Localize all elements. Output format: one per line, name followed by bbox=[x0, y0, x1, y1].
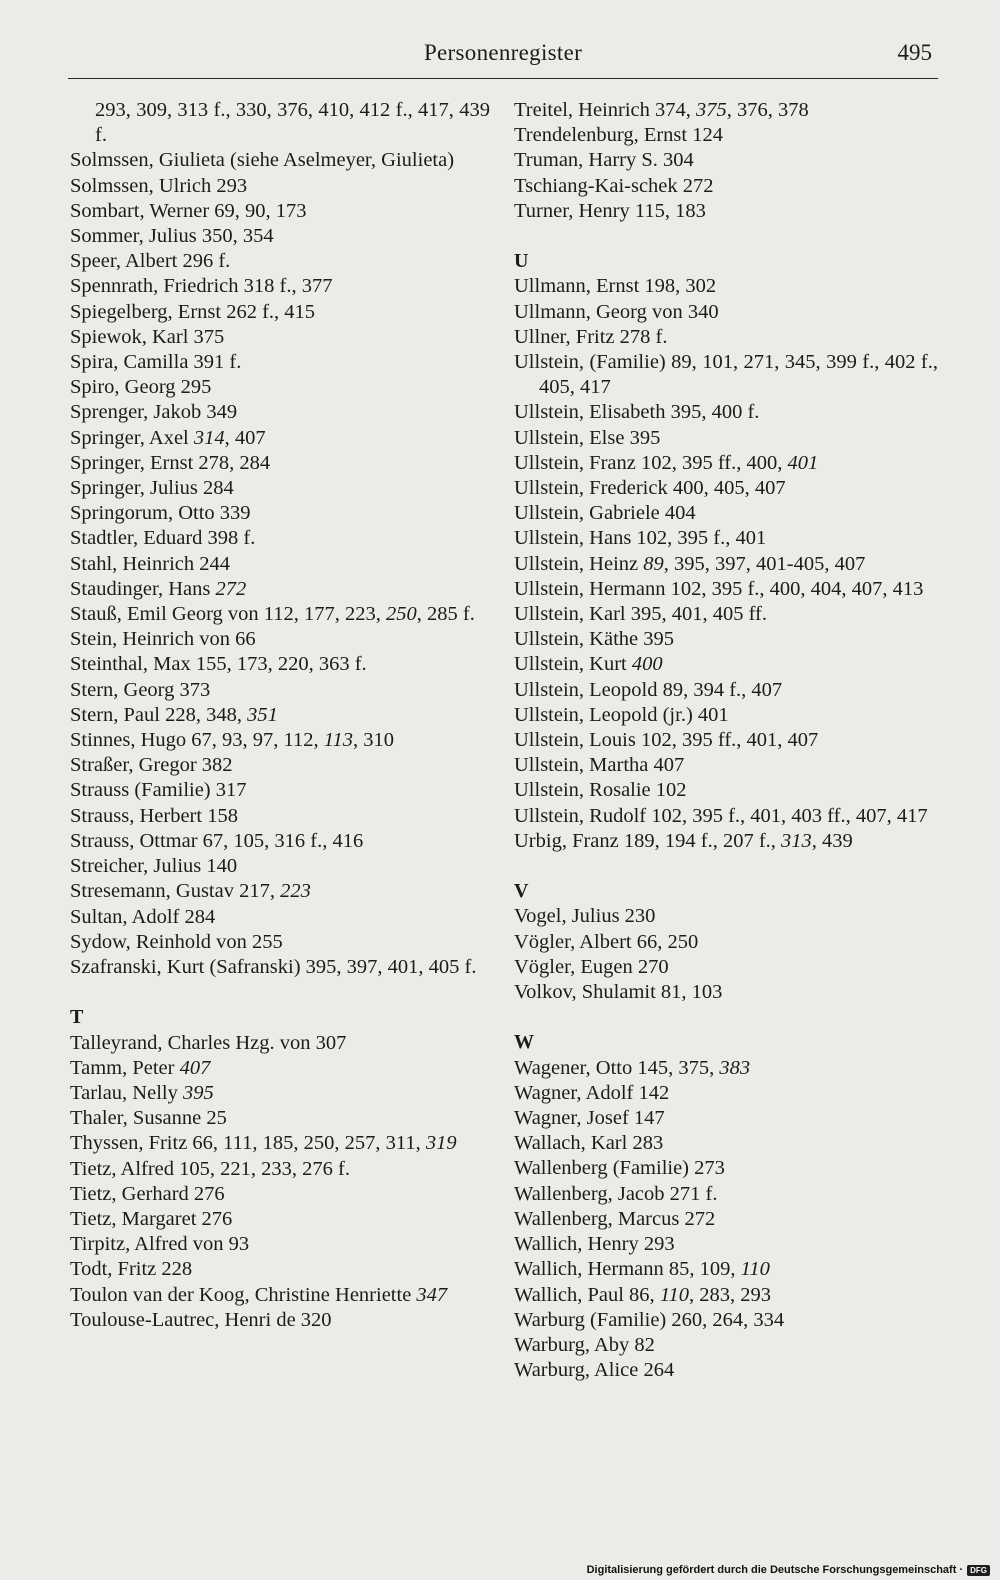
entry-text: Solmssen, Giulieta (siehe Aselmeyer, Giulieta) bbox=[70, 149, 455, 172]
italic-page-ref: 401 bbox=[787, 451, 819, 474]
index-entry bbox=[70, 728, 490, 753]
section-gap bbox=[514, 224, 938, 249]
entry-text: Straßer, Gregor 382 bbox=[70, 754, 233, 777]
index-entry bbox=[514, 526, 938, 551]
entry-text: Toulouse-Lautrec, Henri de 320 bbox=[70, 1308, 332, 1331]
section-letter bbox=[514, 249, 938, 274]
entry-text: Staudinger, Hans bbox=[70, 577, 216, 600]
running-title: Personenregister bbox=[423, 40, 583, 65]
italic-page-ref: 313 bbox=[781, 829, 812, 852]
italic-page-ref: 89 bbox=[643, 552, 664, 575]
entry-text: Ullstein, Elisabeth 395, 400 f. bbox=[514, 401, 760, 424]
index-entry bbox=[70, 627, 490, 652]
entry-text: Spiro, Georg 295 bbox=[70, 376, 212, 399]
entry-text: Strauss (Familie) 317 bbox=[70, 779, 247, 802]
index-entry bbox=[514, 955, 938, 980]
index-entry bbox=[70, 602, 490, 627]
index-entry bbox=[514, 678, 938, 703]
index-entry bbox=[70, 148, 490, 173]
entry-text: V bbox=[514, 880, 529, 903]
entry-text: Ullstein, Karl 395, 401, 405 ff. bbox=[514, 603, 767, 626]
entry-text: Tirpitz, Alfred von 93 bbox=[70, 1233, 250, 1256]
index-entry bbox=[70, 1182, 490, 1207]
entry-text: Stauß, Emil Georg von 112, 177, 223, bbox=[70, 603, 387, 626]
index-entry bbox=[70, 224, 490, 249]
italic-page-ref: 272 bbox=[215, 577, 247, 600]
entry-text: , 376, 378 bbox=[726, 99, 809, 121]
index-entry bbox=[514, 753, 938, 778]
entry-text: Vögler, Albert 66, 250 bbox=[514, 930, 699, 953]
entry-text: , 285 f. bbox=[416, 603, 475, 626]
italic-page-ref: 113 bbox=[323, 729, 354, 752]
index-entry bbox=[70, 703, 490, 728]
entry-text: Warburg, Alice 264 bbox=[514, 1359, 675, 1382]
index-entry bbox=[70, 350, 490, 375]
entry-text: T bbox=[70, 1006, 84, 1029]
section-letter bbox=[514, 1030, 938, 1055]
index-entry bbox=[70, 1081, 490, 1106]
entry-text: Ullmann, Georg von 340 bbox=[514, 300, 719, 323]
entry-text: Todt, Fritz 228 bbox=[70, 1258, 193, 1281]
running-header bbox=[68, 38, 938, 79]
index-entry bbox=[70, 753, 490, 778]
index-entry bbox=[514, 476, 938, 501]
entry-text: Spiegelberg, Ernst 262 f., 415 bbox=[70, 300, 316, 323]
entry-text: Stahl, Heinrich 244 bbox=[70, 552, 230, 575]
index-entry bbox=[70, 1283, 490, 1308]
index-entry bbox=[514, 930, 938, 955]
index-entry bbox=[514, 778, 938, 803]
entry-text: Strauss, Ottmar 67, 105, 316 f., 416 bbox=[70, 829, 364, 852]
entry-text: Warburg, Aby 82 bbox=[514, 1333, 655, 1356]
italic-page-ref: 395 bbox=[182, 1081, 214, 1104]
entry-text: Sombart, Werner 69, 90, 173 bbox=[70, 199, 307, 222]
index-entry bbox=[514, 123, 938, 148]
italic-page-ref: 319 bbox=[425, 1132, 457, 1155]
entry-text: Ullner, Fritz 278 f. bbox=[514, 325, 668, 348]
index-entry bbox=[514, 426, 938, 451]
index-entry bbox=[514, 1081, 938, 1106]
entry-text: Ullstein, Rudolf 102, 395 f., 401, 403 ff., 407, 417 bbox=[514, 804, 928, 827]
entry-text: Truman, Harry S. 304 bbox=[514, 149, 694, 172]
entry-text: Tietz, Alfred 105, 221, 233, 276 f. bbox=[70, 1157, 350, 1180]
entry-text: , 439 bbox=[811, 829, 853, 852]
entry-text: Treitel, Heinrich 374, bbox=[514, 99, 697, 121]
entry-text: Warburg (Familie) 260, 264, 334 bbox=[514, 1308, 785, 1331]
entry-text: Wagner, Adolf 142 bbox=[514, 1081, 670, 1104]
entry-text: Streicher, Julius 140 bbox=[70, 855, 238, 878]
index-entry bbox=[70, 526, 490, 551]
index-entry bbox=[70, 300, 490, 325]
italic-page-ref: 110 bbox=[740, 1258, 770, 1281]
italic-page-ref: 250 bbox=[386, 603, 417, 626]
index-entry bbox=[70, 400, 490, 425]
index-entry bbox=[70, 678, 490, 703]
entry-text: Trendelenburg, Ernst 124 bbox=[514, 124, 723, 147]
entry-text: Spira, Camilla 391 f. bbox=[70, 351, 242, 374]
index-entry bbox=[514, 451, 938, 476]
entry-text: Turner, Henry 115, 183 bbox=[514, 199, 706, 222]
entry-text: , 395, 397, 401-405, 407 bbox=[663, 552, 866, 575]
index-entry bbox=[514, 350, 938, 400]
index-entry bbox=[514, 1232, 938, 1257]
italic-page-ref: 375 bbox=[696, 99, 727, 121]
entry-text: Spiewok, Karl 375 bbox=[70, 325, 225, 348]
index-entry bbox=[70, 1131, 490, 1156]
entry-text: Ullstein, Heinz bbox=[514, 552, 644, 575]
index-entry bbox=[70, 274, 490, 299]
index-entry bbox=[70, 199, 490, 224]
italic-page-ref: 407 bbox=[179, 1056, 211, 1079]
index-entry bbox=[514, 1358, 938, 1383]
entry-text: Ullstein, Franz 102, 395 ff., 400, bbox=[514, 451, 788, 474]
entry-text: Ullstein, Kurt bbox=[514, 653, 632, 676]
entry-text: Wallach, Karl 283 bbox=[514, 1132, 664, 1155]
index-entry bbox=[514, 174, 938, 199]
page-number: 495 bbox=[897, 40, 932, 65]
entry-text: , 407 bbox=[224, 426, 266, 449]
index-entry bbox=[514, 652, 938, 677]
index-entry bbox=[514, 98, 938, 123]
index-entry bbox=[70, 1157, 490, 1182]
entry-text: Ullmann, Ernst 198, 302 bbox=[514, 275, 717, 298]
section-letter bbox=[70, 1005, 490, 1030]
entry-text: Vogel, Julius 230 bbox=[514, 905, 656, 928]
entry-text: Tamm, Peter bbox=[70, 1056, 180, 1079]
entry-text: Wallich, Hermann 85, 109, bbox=[514, 1258, 741, 1281]
section-gap bbox=[70, 980, 490, 1005]
footer-credit bbox=[587, 1564, 990, 1576]
entry-text: Steinthal, Max 155, 173, 220, 363 f. bbox=[70, 653, 367, 676]
index-entry bbox=[70, 1257, 490, 1282]
section-letter bbox=[514, 879, 938, 904]
italic-page-ref: 383 bbox=[719, 1056, 751, 1079]
index-entry bbox=[70, 476, 490, 501]
entry-text: Speer, Albert 296 f. bbox=[70, 250, 231, 273]
entry-text: Ullstein, Gabriele 404 bbox=[514, 502, 696, 525]
entry-text: Wallenberg, Marcus 272 bbox=[514, 1207, 716, 1230]
index-entry bbox=[70, 426, 490, 451]
index-entry bbox=[514, 1156, 938, 1181]
entry-text: Urbig, Franz 189, 194 f., 207 f., bbox=[514, 829, 782, 852]
entry-text: Ullstein, Rosalie 102 bbox=[514, 779, 687, 802]
index-entry bbox=[70, 174, 490, 199]
entry-text: Ullstein, Käthe 395 bbox=[514, 628, 674, 651]
index-entry bbox=[70, 1232, 490, 1257]
index-entry bbox=[514, 1283, 938, 1308]
entry-text: Ullstein, Leopold 89, 394 f., 407 bbox=[514, 678, 783, 701]
section-gap bbox=[514, 854, 938, 879]
index-entry bbox=[514, 274, 938, 299]
entry-text: Stresemann, Gustav 217, bbox=[70, 880, 281, 903]
index-entry bbox=[70, 552, 490, 577]
index-entry bbox=[70, 1308, 490, 1333]
entry-text: Solmssen, Ulrich 293 bbox=[70, 174, 248, 197]
entry-text: Szafranski, Kurt (Safranski) 395, 397, 401, 405 f. bbox=[70, 955, 477, 978]
entry-text: Tarlau, Nelly bbox=[70, 1081, 183, 1104]
entry-text: Stinnes, Hugo 67, 93, 97, 112, bbox=[70, 729, 324, 752]
entry-text: Volkov, Shulamit 81, 103 bbox=[514, 981, 723, 1004]
index-entry bbox=[514, 1106, 938, 1131]
index-entry bbox=[514, 1131, 938, 1156]
index-entry bbox=[514, 400, 938, 425]
entry-text: Ullstein, Else 395 bbox=[514, 426, 661, 449]
italic-page-ref: 223 bbox=[280, 880, 311, 903]
index-entry bbox=[514, 904, 938, 929]
index-entry bbox=[514, 300, 938, 325]
entry-text: Tschiang-Kai-schek 272 bbox=[514, 174, 714, 197]
entry-text: Stern, Georg 373 bbox=[70, 678, 211, 701]
index-column-right bbox=[514, 98, 938, 1383]
entry-text: Wallich, Henry 293 bbox=[514, 1233, 675, 1256]
entry-text: Sprenger, Jakob 349 bbox=[70, 401, 238, 424]
entry-text: Toulon van der Koog, Christine Henriette bbox=[70, 1283, 417, 1306]
index-entry bbox=[70, 930, 490, 955]
entry-text: Ullstein, Hermann 102, 395 f., 400, 404, 407, 413 bbox=[514, 577, 924, 600]
entry-text: Spennrath, Friedrich 318 f., 377 bbox=[70, 275, 333, 298]
index-entry bbox=[70, 325, 490, 350]
index-entry bbox=[514, 1056, 938, 1081]
entry-text: Ullstein, (Familie) 89, 101, 271, 345, 399 f., 402 f., 405, 417 bbox=[514, 351, 938, 399]
entry-text: Springorum, Otto 339 bbox=[70, 502, 251, 525]
index-entry bbox=[70, 1031, 490, 1056]
index-entry bbox=[514, 552, 938, 577]
entry-text: Stadtler, Eduard 398 f. bbox=[70, 527, 256, 550]
entry-text: Ullstein, Martha 407 bbox=[514, 754, 685, 777]
entry-text: Wallich, Paul 86, bbox=[514, 1283, 660, 1306]
entry-text: , 283, 293 bbox=[689, 1283, 772, 1306]
entry-text: Wallenberg, Jacob 271 f. bbox=[514, 1182, 718, 1205]
index-entry bbox=[70, 1207, 490, 1232]
italic-page-ref: 400 bbox=[631, 653, 663, 676]
italic-page-ref: 351 bbox=[247, 703, 278, 726]
index-entry bbox=[70, 778, 490, 803]
entry-text: Stern, Paul 228, 348, bbox=[70, 703, 248, 726]
index-entry bbox=[70, 829, 490, 854]
entry-text: Ullstein, Louis 102, 395 ff., 401, 407 bbox=[514, 729, 819, 752]
index-entry bbox=[70, 501, 490, 526]
section-gap bbox=[514, 1005, 938, 1030]
index-entry-continuation bbox=[70, 98, 490, 148]
entry-text: Wallenberg (Familie) 273 bbox=[514, 1157, 725, 1180]
index-entry bbox=[70, 249, 490, 274]
index-entry bbox=[70, 804, 490, 829]
index-entry bbox=[514, 804, 938, 829]
index-entry bbox=[514, 602, 938, 627]
index-entry bbox=[514, 501, 938, 526]
entry-text: W bbox=[514, 1031, 534, 1054]
entry-text: U bbox=[514, 250, 529, 273]
index-entry bbox=[514, 148, 938, 173]
index-entry bbox=[70, 451, 490, 476]
index-entry bbox=[514, 703, 938, 728]
index-entry bbox=[70, 955, 490, 980]
entry-text: Stein, Heinrich von 66 bbox=[70, 628, 256, 651]
entry-text: , 310 bbox=[353, 729, 395, 752]
entry-text: 293, 309, 313 f., 330, 376, 410, 412 f., 417, 439 f. bbox=[95, 99, 490, 147]
entry-text: Tietz, Gerhard 276 bbox=[70, 1182, 225, 1205]
index-entry bbox=[514, 627, 938, 652]
index-entry bbox=[514, 1182, 938, 1207]
index-entry bbox=[514, 199, 938, 224]
entry-text: Sommer, Julius 350, 354 bbox=[70, 225, 274, 248]
entry-text: Tietz, Margaret 276 bbox=[70, 1207, 233, 1230]
index-entry bbox=[70, 905, 490, 930]
index-entry bbox=[514, 577, 938, 602]
entry-text: Wagener, Otto 145, 375, bbox=[514, 1056, 720, 1079]
index-entry bbox=[514, 1333, 938, 1358]
entry-text: Strauss, Herbert 158 bbox=[70, 804, 238, 827]
index-entry bbox=[514, 1207, 938, 1232]
entry-text: Sydow, Reinhold von 255 bbox=[70, 930, 283, 953]
index-entry bbox=[70, 577, 490, 602]
entry-text: Ullstein, Leopold (jr.) 401 bbox=[514, 703, 729, 726]
index-entry bbox=[70, 854, 490, 879]
index-entry bbox=[514, 1257, 938, 1282]
entry-text: Ullstein, Hans 102, 395 f., 401 bbox=[514, 527, 767, 550]
entry-text: Springer, Ernst 278, 284 bbox=[70, 451, 271, 474]
entry-text: Ullstein, Frederick 400, 405, 407 bbox=[514, 477, 786, 500]
index-entry bbox=[70, 375, 490, 400]
entry-text: Thyssen, Fritz 66, 111, 185, 250, 257, 311, bbox=[70, 1132, 426, 1155]
index-entry bbox=[514, 325, 938, 350]
italic-page-ref: 110 bbox=[659, 1283, 690, 1306]
dfg-logo: DFG bbox=[967, 1565, 990, 1576]
entry-text: Vögler, Eugen 270 bbox=[514, 955, 669, 978]
entry-text: Talleyrand, Charles Hzg. von 307 bbox=[70, 1031, 347, 1054]
entry-text: Springer, Julius 284 bbox=[70, 477, 234, 500]
index-entry bbox=[70, 1056, 490, 1081]
entry-text: Thaler, Susanne 25 bbox=[70, 1107, 227, 1130]
entry-text: Sultan, Adolf 284 bbox=[70, 905, 216, 928]
index-entry bbox=[514, 980, 938, 1005]
entry-text: Wagner, Josef 147 bbox=[514, 1107, 665, 1130]
index-column-left bbox=[70, 98, 490, 1333]
italic-page-ref: 347 bbox=[416, 1283, 448, 1306]
index-entry bbox=[514, 829, 938, 854]
index-entry bbox=[70, 1106, 490, 1131]
footer-text: Digitalisierung gefördert durch die Deutsche Forschungsgemeinschaft · bbox=[586, 1564, 964, 1576]
entry-text: Springer, Axel bbox=[70, 426, 194, 449]
index-entry bbox=[70, 652, 490, 677]
italic-page-ref: 314 bbox=[193, 426, 225, 449]
index-entry bbox=[514, 728, 938, 753]
index-entry bbox=[514, 1308, 938, 1333]
index-entry bbox=[70, 879, 490, 904]
